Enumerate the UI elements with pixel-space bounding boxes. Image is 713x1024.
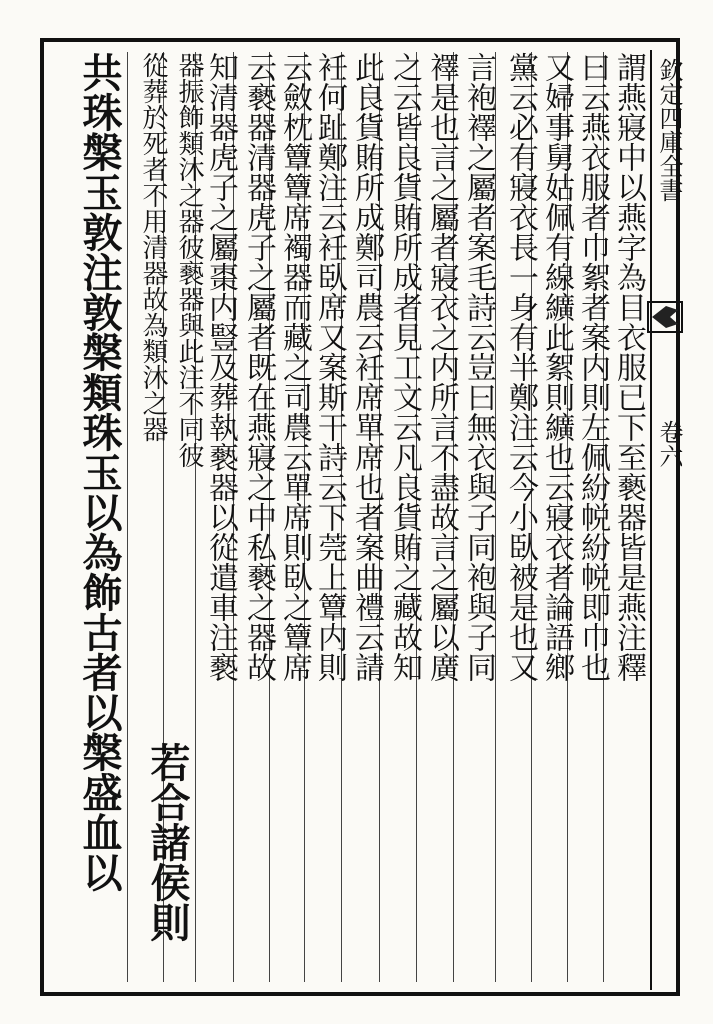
text-column: 曰云燕衣服者巾絮者案内則左佩紛帨紛帨即巾也 — [575, 52, 610, 682]
text-column: 知清器虎子之屬棗内豎及葬執褻器以從遣車注褻 — [203, 52, 238, 682]
volume-label: 卷六 — [655, 420, 683, 468]
column-rule — [127, 52, 128, 982]
text-column: 黨云必有寢衣長一身有半鄭注云今小臥被是也又 — [503, 52, 538, 682]
main-text-column-large: 共珠槃玉敦注敦槃類珠玉以為飾古者以槃盛血以 — [76, 52, 123, 892]
fish-tail-ornament-icon — [646, 300, 684, 334]
text-column: 云褻器清器虎子之屬者既在燕寢之中私褻之器故 — [241, 52, 276, 682]
text-column: 此良貨賄所成鄭司農云衽席單席也者案曲禮云請 — [349, 52, 384, 682]
text-column: 衽何趾鄭注云衽臥席又案斯干詩云下莞上簟内則 — [312, 52, 347, 682]
sub-heading: 若合諸侯則 — [144, 742, 191, 942]
text-column: 謂燕寢中以燕字為目衣服已下至褻器皆是燕注釋 — [611, 52, 646, 682]
text-column: 云斂枕簟簟席襡器而藏之司農云單席則臥之簟席 — [277, 52, 312, 682]
text-column: 從葬於死者不用清器故為類沐之器 — [138, 52, 168, 442]
text-column: 又婦事舅姑佩有線纊此絮則纊也云寢衣者論語鄉 — [539, 52, 574, 682]
book-title: 欽定四庫全書 — [655, 58, 683, 202]
text-column: 器振飾類沐之器彼褻器與此注不同彼 — [174, 52, 204, 468]
text-column: 之云皆良貨賄所成者見工文云凡良貨賄之藏故知 — [387, 52, 422, 682]
text-column: 言袍襗之屬者案毛詩云豈曰無衣與子同袍與子同 — [461, 52, 496, 682]
text-column: 襗是也言之屬者寢衣之内所言不盡故言之屬以廣 — [424, 52, 459, 682]
